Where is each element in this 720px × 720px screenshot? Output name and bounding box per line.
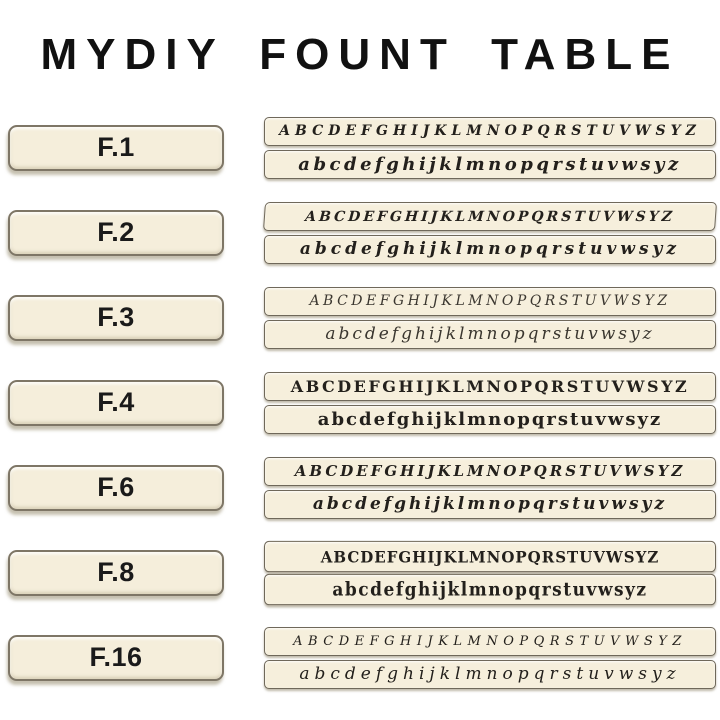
lowercase-sample-strip-f4: abcdefghijklmnopqrstuvwsyz [264, 405, 716, 434]
uppercase-sample-strip-f4: ABCDEFGHIJKLMNOPQRSTUVWSYZ [264, 372, 716, 401]
page-title: MYDIY FOUNT TABLE [40, 30, 680, 79]
uppercase-sample-strip-f16: ABCDEFGHIJKLMNOPQRSTUVWSYZ [264, 627, 716, 656]
font-label-box-f16 [8, 635, 224, 681]
font-label-f2: F.2 [97, 217, 135, 247]
font-label-box-f1 [8, 125, 224, 171]
font-row-f8 [0, 541, 720, 604]
font-samples-f6 [264, 457, 716, 519]
lowercase-sample-strip-f2: abcdefghijklmnopqrstuvwsyz [264, 235, 716, 264]
font-samples-f3 [264, 287, 716, 349]
font-samples-f4 [264, 372, 716, 434]
font-label-f1: F.1 [97, 132, 135, 162]
font-samples-f1 [264, 117, 716, 179]
font-samples-f2 [264, 202, 716, 264]
font-rows-list [0, 116, 720, 689]
font-row-f2 [0, 201, 720, 264]
font-row-f1 [0, 116, 720, 179]
lowercase-sample-strip-f8: abcdefghijklmnopqrstuvwsyz [264, 573, 716, 604]
uppercase-sample-strip-f3: ABCDEFGHIJKLMNOPQRSTUVWSYZ [264, 287, 716, 316]
font-row-f3 [0, 286, 720, 349]
font-label-box-f4 [8, 380, 224, 426]
font-row-f16 [0, 626, 720, 689]
font-label-f3: F.3 [97, 302, 135, 332]
font-label-f16: F.16 [89, 642, 143, 672]
font-label-box-f6 [8, 465, 224, 511]
uppercase-sample-strip-f8: ABCDEFGHIJKLMNOPQRSTUVWSYZ [264, 540, 716, 571]
uppercase-sample-strip-f1: ABCDEFGHIJKLMNOPQRSTUVWSYZ [264, 117, 716, 146]
font-row-f6 [0, 456, 720, 519]
font-label-f6: F.6 [97, 472, 135, 502]
font-samples-f16 [264, 627, 716, 689]
lowercase-sample-strip-f1: abcdefghijklmnopqrstuvwsyz [264, 150, 716, 179]
font-samples-f8 [264, 542, 716, 604]
font-label-box-f3 [8, 295, 224, 341]
font-label-box-f8 [8, 550, 224, 596]
lowercase-sample-strip-f3: abcdefghijklmnopqrstuvwsyz [264, 320, 716, 349]
lowercase-sample-strip-f16: abcdefghijklmnopqrstuvwsyz [264, 660, 716, 689]
font-label-box-f2 [8, 210, 224, 256]
uppercase-sample-strip-f2: ABCDEFGHIJKLMNOPQRSTUVWSYZ [263, 202, 717, 231]
font-label-f4: F.4 [97, 387, 135, 417]
lowercase-sample-strip-f6: abcdefghijklmnopqrstuvwsyz [264, 490, 716, 519]
font-row-f4 [0, 371, 720, 434]
font-label-f8: F.8 [97, 557, 135, 587]
uppercase-sample-strip-f6: ABCDEFGHIJKLMNOPQRSTUVWSYZ [264, 457, 716, 486]
